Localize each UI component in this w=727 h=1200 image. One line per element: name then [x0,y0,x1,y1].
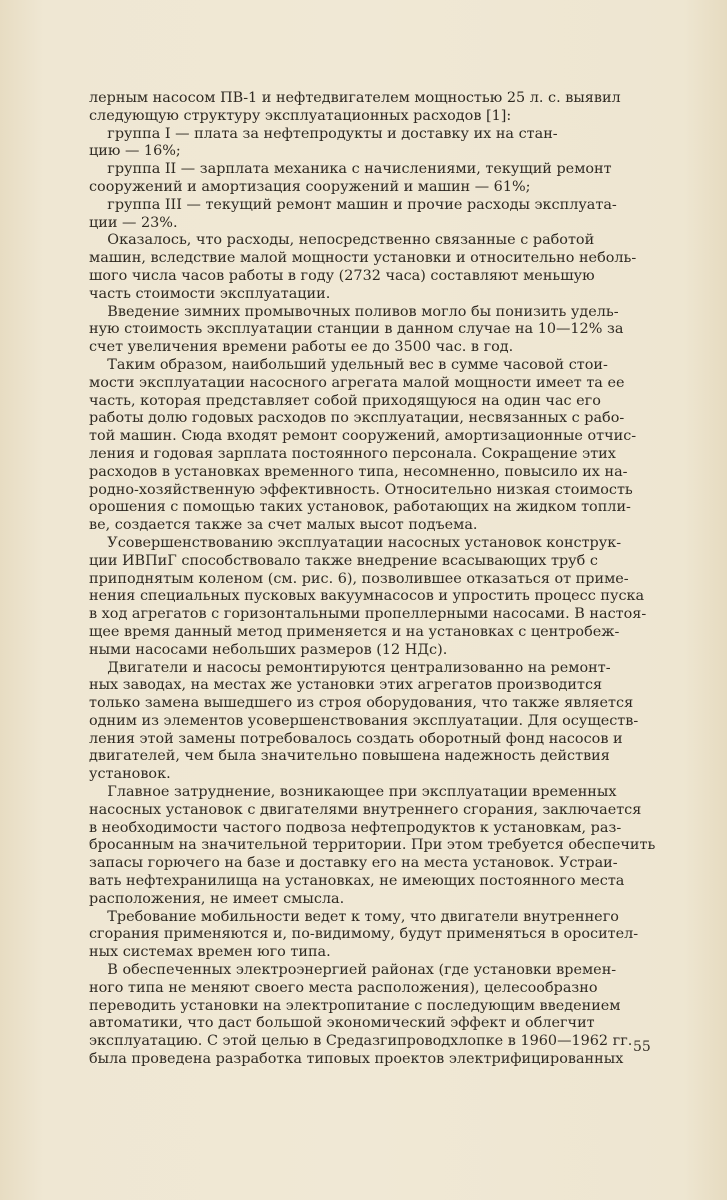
text-line: нения специальных пусковых вакуумнасосов и упростить процесс пуска [89,588,645,605]
text-line: в необходимости частого подвоза нефтепродуктов к установкам, раз- [89,819,622,836]
text-line: ную стоимость эксплуатации станции в данном случае на 10—12% за [89,321,624,338]
text-line: Двигатели и насосы ремонтируются централизованно на ремонт- [89,659,611,676]
text-line: переводить установки на электропитание с последующим введением [89,997,621,1014]
text-line: часть стоимости эксплуатации. [89,285,331,302]
text-line: расположения, не имеет смысла. [89,890,345,907]
text-line: Таким образом, наибольший удельный вес в сумме часовой стои- [89,356,608,373]
text-line: той машин. Сюда входят ремонт сооружений, амортизационные отчис- [89,428,637,445]
text-line: В обеспеченных электроэнергией районах (где установки времен- [89,962,617,979]
text-line: только замена вышедшего из строя оборудования, что также является [89,695,634,712]
text-line: Главное затруднение, возникающее при эксплуатации временных [89,784,617,801]
text-line: двигателей, чем была значительно повышена надежность действия [89,748,610,765]
text-line: машин, вследствие малой мощности установки и относительно неболь- [89,250,637,267]
text-line: ления этой замены потребовалось создать оборотный фонд насосов и [89,730,623,747]
text-line: работы долю годовых расходов по эксплуатации, несвязанных с рабо- [89,410,625,427]
text-line: цию — 16%; [89,143,181,160]
text-line: в ход агрегатов с горизонтальными пропеллерными насосами. В настоя- [89,606,647,623]
text-line: Оказалось, что расходы, непосредственно связанные с работой [89,232,595,249]
text-line: счет увеличения времени работы ее до 3500 час. в год. [89,339,514,356]
text-line: была проведена разработка типовых проектов электрифицированных [89,1051,624,1068]
body-text [89,90,681,1069]
text-line: ными насосами небольших размеров (12 НДс). [89,641,448,658]
text-line: группа I — плата за нефтепродукты и доставку их на стан- [89,125,558,142]
text-line: одним из элементов усовершенствования эксплуатации. Для осуществ- [89,712,639,729]
text-line: Введение зимних промывочных поливов могло бы понизить удель- [89,303,619,320]
text-line: Усовершенствованию эксплуатации насосных установок конструк- [89,534,622,551]
text-line: установок. [89,766,171,783]
text-line: родно-хозяйственную эффективность. Относительно низкая стоимость [89,481,633,498]
text-line: группа III — текущий ремонт машин и прочие расходы эксплуата- [89,196,617,213]
text-line: расходов в установках временного типа, несомненно, повысило их на- [89,463,628,480]
page-number: 55 [633,1039,651,1055]
text-line: шого числа часов работы в году (2732 часа) составляют меньшую [89,267,595,284]
text-line: часть, которая представляет собой приходящуюся на один час его [89,392,601,409]
text-line: насосных установок с двигателями внутреннего сгорания, заключается [89,801,642,818]
text-line: ции — 23%. [89,214,178,231]
text-line: ных заводах, на местах же установки этих агрегатов производится [89,677,603,694]
text-line: ции ИВПиГ способствовало также внедрение всасывающих труб с [89,552,598,569]
text-line: группа II — зарплата механика с начислениями, текущий ремонт [89,161,612,178]
text-line: запасы горючего на базе и доставку его на места установок. Устраи- [89,855,618,872]
text-line: вать нефтехранилища на установках, не имеющих постоянного места [89,873,625,890]
text-line: ных системах времен юго типа. [89,944,331,961]
text-line: сгорания применяются и, по-видимому, будут применяться в оросител- [89,926,639,943]
text-line: бросанным на значительной территории. При этом требуется обеспечить [89,837,656,854]
text-line: приподнятым коленом (см. рис. 6), позволившее отказаться от приме- [89,570,629,587]
text-line: следующую структуру эксплуатационных расходов [1]: [89,107,512,124]
text-line: щее время данный метод применяется и на установках с центробеж- [89,623,620,640]
text-line: эксплуатацию. С этой целью в Средазгипроводхлопке в 1960—1962 гг. [89,1033,633,1050]
text-line: лерным насосом ПВ-1 и нефтедвигателем мощностью 25 л. с. выявил [89,90,621,106]
text-line: сооружений и амортизация сооружений и машин — 61%; [89,178,531,195]
text-line: Требование мобильности ведет к тому, что двигатели внутреннего [89,908,619,925]
text-line: автоматики, что даст большой экономический эффект и облегчит [89,1015,595,1032]
text-line: мости эксплуатации насосного агрегата малой мощности имеет та ее [89,374,625,391]
text-line: ве, создается также за счет малых высот подъема. [89,517,478,534]
text-line: ного типа не меняют своего места расположения), целесообразно [89,979,598,996]
text-line: орошения с помощью таких установок, работающих на жидком топли- [89,499,631,516]
text-line: ления и годовая зарплата постоянного персонала. Сокращение этих [89,445,616,462]
